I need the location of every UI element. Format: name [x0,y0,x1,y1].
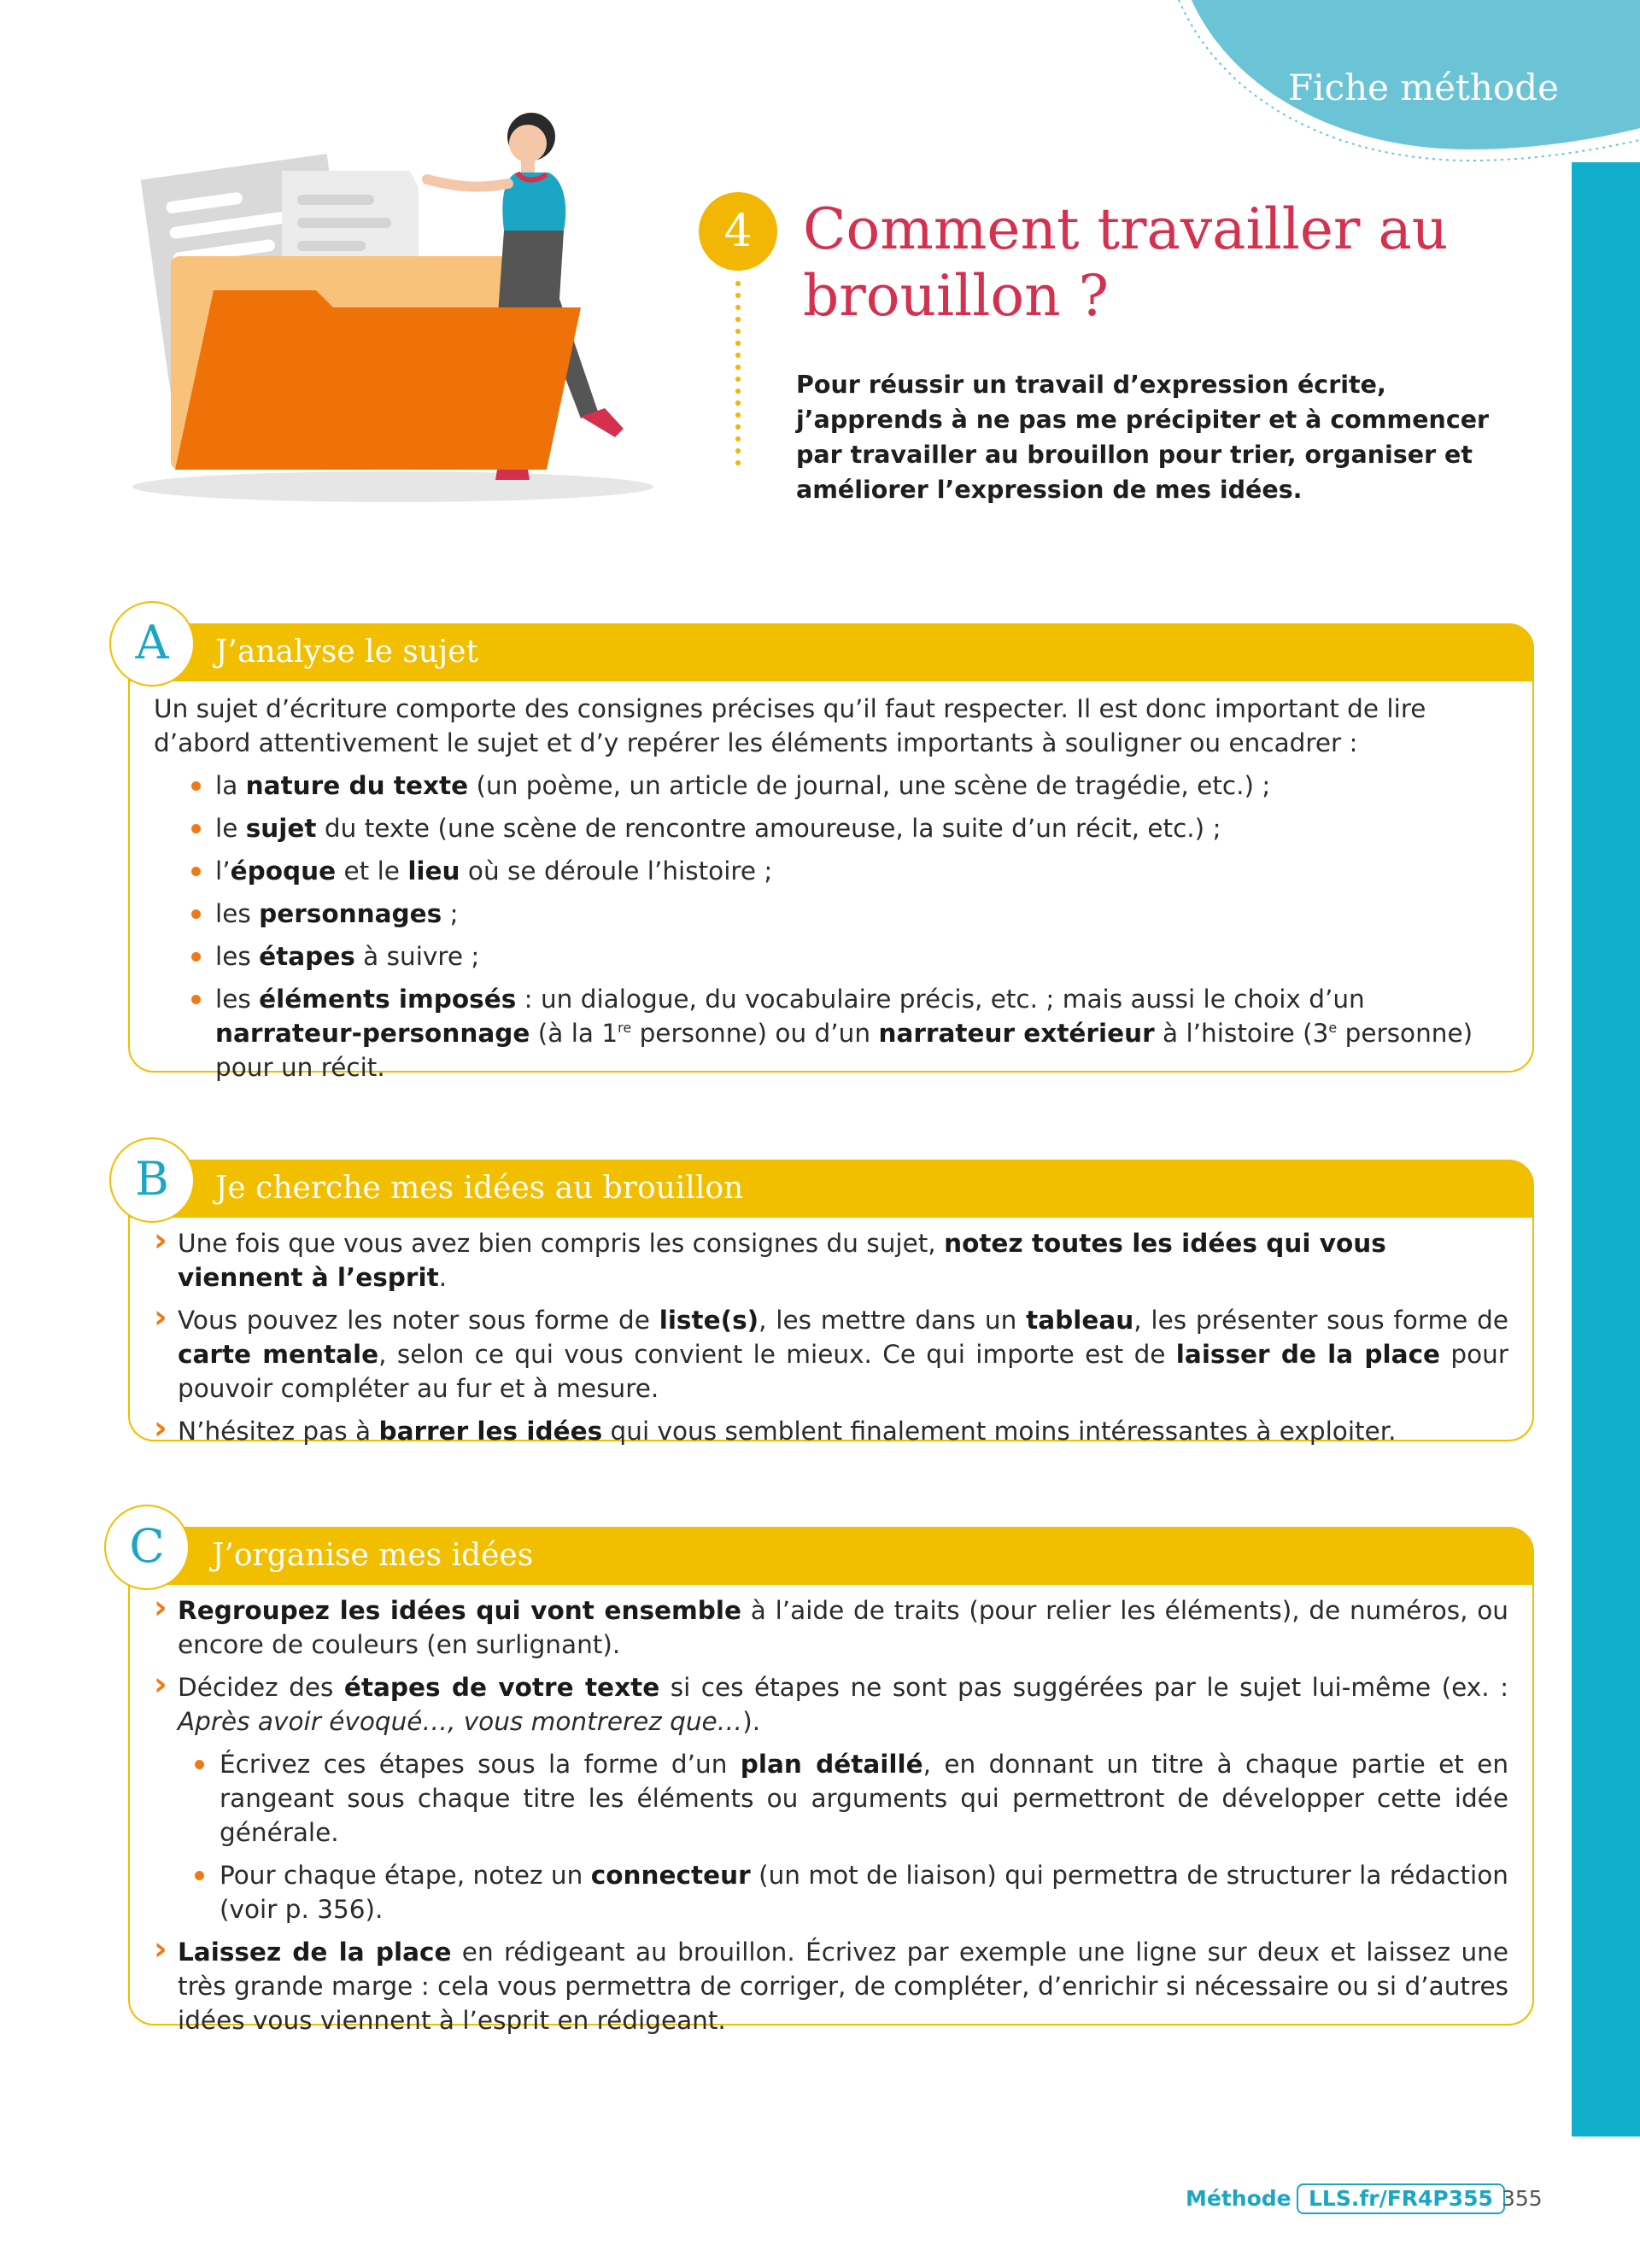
list-item: › Décidez des étapes de votre texte si ces étapes ne sont pas suggérées par le sujet lui-même (ex. : Après avoir évoqué…, vous montrerez que…). [154,1670,1508,1739]
page-number: 355 [1502,2186,1543,2211]
section-c-letter: C [104,1505,190,1590]
fiche-number-badge: 4 [699,192,777,271]
list-item: › N’hésitez pas à barrer les idées qui vous semblent finalement moins intéressantes à exploiter. [154,1414,1508,1448]
list-item: › Une fois que vous avez bien compris les consignes du sujet, notez toutes les idées qui vous viennent à l’esprit. [154,1226,1508,1295]
section-a-title: J’analyse le sujet [215,634,478,669]
list-item: les personnages ; [154,897,1508,931]
footer-link[interactable]: LLS.fr/FR4P355 [1297,2183,1505,2214]
section-c-header [128,1527,1534,1585]
list-item: le sujet du texte (une scène de rencontre amoureuse, la suite d’un récit, etc.) ; [154,811,1508,845]
dotted-connector [735,278,741,467]
section-b-body [154,1226,1508,1457]
list-item: › Vous pouvez les noter sous forme de liste(s), les mettre dans un tableau, les présenter sous forme de carte mentale, selon ce qui vous convient le mieux. Ce qui importe est de laisser de la place pour pouvoir compléter au fur et à mesure. [154,1303,1508,1406]
intro-text: Pour réussir un travail d’expression écrite, j’apprends à ne pas me précipiter et à commencer par travailler au brouillon pour trier, organiser et améliorer l’expression de mes idées. [796,371,1490,504]
section-b [128,1152,1534,1446]
section-c-body [154,1593,1508,2046]
list-item: › Laissez de la place en rédigeant au brouillon. Écrivez par exemple une ligne sur deux et laissez une très grande marge : cela vous permettra de corriger, de compléter, d’enrichir si nécessaire ou si d’autres idées vous viennent à l’esprit en rédigeant. [154,1935,1508,2037]
list-item: › Regroupez les idées qui vont ensemble à l’aide de traits (pour relier les éléments), de numéros, ou encore de couleurs (en surlignant). [154,1593,1508,1662]
section-b-list [154,1226,1508,1448]
woman-with-folder-illustration [120,94,666,512]
list-item: les étapes à suivre ; [154,939,1508,973]
section-c-title: J’organise mes idées [212,1538,534,1573]
section-a-intro: Un sujet d’écriture comporte des consignes précises qu’il faut respecter. Il est donc important de lire d’abord attentivement le sujet et d’y repérer les éléments importants à souligner ou encadrer : [154,694,1426,757]
section-b-title: Je cherche mes idées au brouillon [215,1171,744,1206]
section-c-list [154,1593,1508,2037]
section-a [128,616,1534,1082]
list-item: la nature du texte (un poème, un article de journal, une scène de tragédie, etc.) ; [154,769,1508,803]
section-b-header [128,1160,1534,1218]
section-a-list [154,769,1508,1084]
section-c [128,1519,1534,2035]
list-item: l’époque et le lieu où se déroule l’histoire ; [154,854,1508,888]
section-b-letter: B [109,1137,195,1223]
sub-list-item: Pour chaque étape, notez un connecteur (un mot de liaison) qui permettra de structurer la rédaction (voir p. 356). [154,1858,1508,1926]
footer-section-label: Méthode [1186,2186,1292,2211]
list-item: les éléments imposés : un dialogue, du vocabulaire précis, etc. ; mais aussi le choix d’un narrateur-personnage (à la 1re personne) ou d’un narrateur extérieur à l’histoire (3e personne) pour un récit. [154,982,1508,1084]
side-color-bar [1572,162,1640,2136]
section-a-header [128,623,1534,681]
fiche-methode-label: Fiche méthode [1288,67,1559,108]
section-a-letter: A [109,601,195,687]
page-title: Comment travailler au brouillon ? [803,196,1449,329]
sub-list-item: Écrivez ces étapes sous la forme d’un plan détaillé, en donnant un titre à chaque partie et en rangeant sous chaque titre les éléments ou arguments qui permettront de développer cette idée générale. [154,1747,1508,1850]
section-a-body [154,692,1508,1093]
